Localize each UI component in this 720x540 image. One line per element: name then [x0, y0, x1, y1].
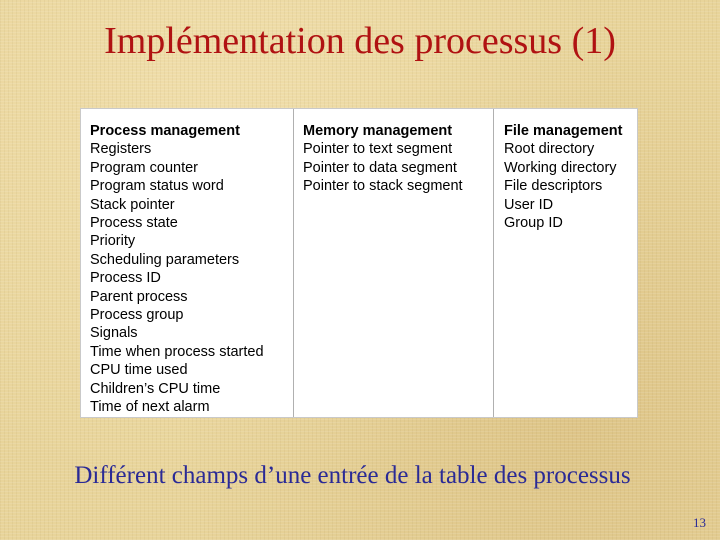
table-cell: Program counter — [90, 159, 198, 176]
table-cell: Scheduling parameters — [90, 251, 240, 268]
table-cell: Time of next alarm — [90, 399, 210, 416]
table-cell: CPU time used — [90, 362, 188, 379]
table-cell: Stack pointer — [90, 196, 175, 213]
table-cell: Process state — [90, 215, 178, 232]
column-header: Process management — [90, 123, 240, 139]
table-cell: Signals — [90, 325, 138, 342]
slide-title: Implémentation des processus (1) — [104, 20, 616, 62]
process-table — [80, 108, 638, 418]
column-header: File management — [504, 123, 623, 139]
column-header: Memory management — [303, 123, 453, 139]
table-cell: Process group — [90, 307, 184, 324]
slide-caption: Différent champs d’une entrée de la table des processus — [74, 462, 631, 489]
file-management-column — [494, 109, 637, 417]
memory-management-column — [294, 109, 494, 417]
table-cell: Program status word — [90, 178, 224, 195]
table-cell: Time when process started — [90, 343, 264, 360]
table-cell: Parent process — [90, 288, 188, 305]
table-cell: User ID — [504, 196, 554, 213]
table-cell: Priority — [90, 233, 136, 250]
table-cell: Pointer to stack segment — [303, 178, 463, 195]
table-cell: Working directory — [504, 159, 617, 176]
table-cell: Pointer to text segment — [303, 141, 453, 158]
table-cell: Process ID — [90, 270, 161, 287]
table-cell: File descriptors — [504, 178, 603, 195]
process-management-column — [81, 109, 294, 417]
table-cell: Group ID — [504, 215, 563, 232]
table-cell: Root directory — [504, 141, 595, 158]
table-cell: Registers — [90, 141, 152, 158]
table-cell: Pointer to data segment — [303, 159, 457, 176]
page-number: 13 — [693, 515, 706, 530]
table-cell: Children’s CPU time — [90, 380, 221, 397]
